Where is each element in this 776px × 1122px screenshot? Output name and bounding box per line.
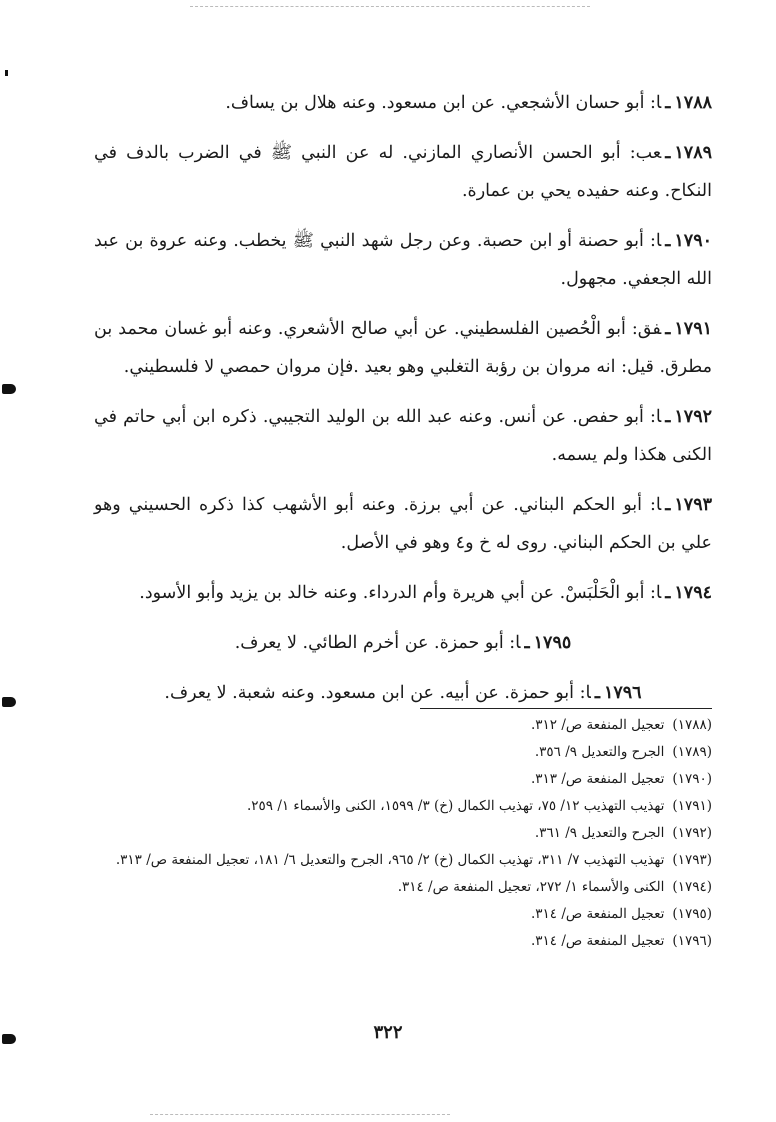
footnote-text: تعجيل المنفعة ص/ ٣١٤.: [531, 933, 665, 949]
footnote-id: (١٧٩١): [672, 798, 712, 814]
entry-1795: [94, 624, 712, 662]
scan-edge-bottom: [150, 1114, 450, 1115]
footnote: [94, 847, 712, 874]
entry-text: فق: أبو الْحُصين الفلسطيني. عن أبي صالح الأشعري. وعنه أبو غسان محمد بن مطرق. قيل: انه مروان بن رؤبة التغلبي وهو بعيد .فإن مروان حمصي لا فلسطيني.: [94, 319, 712, 377]
scan-edge-top: [190, 6, 590, 7]
entry-1792: [94, 398, 712, 474]
margin-mark: [2, 1034, 16, 1044]
footnote-text: تعجيل المنفعة ص/ ٣١٤.: [531, 906, 665, 922]
entry-dash: ـ: [665, 143, 671, 163]
entry-number: ١٧٩٤: [674, 583, 712, 603]
footnote-id: (١٧٩٢): [672, 825, 712, 841]
footnote: [94, 901, 712, 928]
entry-text: ا: أبو حمزة. عن أخرم الطائي. لا يعرف.: [234, 633, 521, 653]
entry-number: ١٧٨٩: [674, 143, 712, 163]
entry-number: ١٧٩٢: [674, 407, 712, 427]
entry-dash: ـ: [665, 583, 671, 603]
entry-dash: ـ: [665, 93, 671, 113]
footnote-separator: [420, 708, 712, 709]
entry-text: ا: أبو الْحَلْبَسْ. عن أبي هريرة وأم الدرداء. وعنه خالد بن يزيد وأبو الأسود.: [139, 583, 662, 603]
entry-dash: ـ: [665, 231, 671, 251]
entry-text: ا: أبو حصنة أو ابن حصبة. وعن رجل شهد النبي ﷺ يخطب. وعنه عروة بن عبد الله الجعفي. مجهول.: [94, 231, 712, 289]
footnotes-list: [94, 712, 712, 955]
entry-number: ١٧٩٣: [674, 495, 712, 515]
entry-number: ١٧٨٨: [674, 93, 712, 113]
entry-dash: ـ: [594, 683, 600, 703]
footnote-id: (١٧٩٥): [672, 906, 712, 922]
entry-1794: [94, 574, 712, 612]
footnote-text: الجرح والتعديل ٩/ ٣٥٦.: [534, 744, 665, 760]
page-number: ٣٢٢: [373, 1022, 403, 1043]
entry-number: ١٧٩٥: [533, 633, 572, 653]
entry-1788: [94, 84, 712, 122]
margin-mark: [2, 384, 16, 394]
entry-dash: ـ: [665, 495, 671, 515]
entry-text: ا: أبو حسان الأشجعي. عن ابن مسعود. وعنه هلال بن يساف.: [225, 93, 662, 113]
footnote: [94, 928, 712, 955]
footnote: [94, 766, 712, 793]
entry-number: ١٧٩٦: [603, 683, 642, 703]
footnote: [94, 820, 712, 847]
footnote-id: (١٧٩٤): [672, 879, 712, 895]
entry-text: عب: أبو الحسن الأنصاري المازني. له عن النبي ﷺ في الضرب بالدف في النكاح. وعنه حفيده يحي بن عمارة.: [94, 143, 712, 201]
entry-1796: [94, 674, 712, 712]
entry-text: ا: أبو الحكم البناني. عن أبي برزة. وعنه أبو الأشهب كذا ذكره الحسيني وهو علي بن الحكم البناني. روى له خ و٤ وهو في الأصل.: [94, 495, 712, 553]
entry-1791: [94, 310, 712, 386]
margin-mark: [5, 70, 8, 76]
footnote: [94, 712, 712, 739]
entry-dash: ـ: [665, 407, 671, 427]
footnote-text: تهذيب التهذيب ٧/ ٣١١، تهذيب الكمال (خ) ٢/ ٩٦٥، الجرح والتعديل ٦/ ١٨١، تعجيل المنفعة ص/ ٣١٣.: [115, 852, 665, 868]
margin-mark: [2, 697, 16, 707]
footnote: [94, 739, 712, 766]
entry-dash: ـ: [524, 633, 530, 653]
entry-dash: ـ: [665, 319, 671, 339]
entry-text: ا: أبو حفص. عن أنس. وعنه عبد الله بن الوليد التجيبي. ذكره ابن أبي حاتم في الكنى هكذا ولم يسمه.: [94, 407, 712, 465]
footnote-id: (١٧٩٣): [672, 852, 712, 868]
footnote-text: تعجيل المنفعة ص/ ٣١٣.: [531, 771, 665, 787]
footnote-id: (١٧٨٨): [672, 717, 712, 733]
entries-list: [94, 84, 712, 724]
footnote: [94, 874, 712, 901]
entry-number: ١٧٩٠: [674, 231, 712, 251]
footnote-text: الجرح والتعديل ٩/ ٣٦١.: [534, 825, 665, 841]
footnote-text: الكنى والأسماء ١/ ٢٧٢، تعجيل المنفعة ص/ ٣١٤.: [397, 879, 665, 895]
footnote-text: تهذيب التهذيب ١٢/ ٧٥، تهذيب الكمال (خ) ٣/ ١٥٩٩، الكنى والأسماء ١/ ٢٥٩.: [246, 798, 665, 814]
footnote-id: (١٧٨٩): [672, 744, 712, 760]
entry-1789: [94, 134, 712, 210]
entry-1790: [94, 222, 712, 298]
footnote-text: تعجيل المنفعة ص/ ٣١٢.: [531, 717, 665, 733]
footnote-id: (١٧٩٦): [672, 933, 712, 949]
entry-text: ا: أبو حمزة. عن أبيه. عن ابن مسعود. وعنه شعبة. لا يعرف.: [164, 683, 591, 703]
footnote-id: (١٧٩٠): [672, 771, 712, 787]
entry-number: ١٧٩١: [674, 319, 712, 339]
footnote: [94, 793, 712, 820]
entry-1793: [94, 486, 712, 562]
